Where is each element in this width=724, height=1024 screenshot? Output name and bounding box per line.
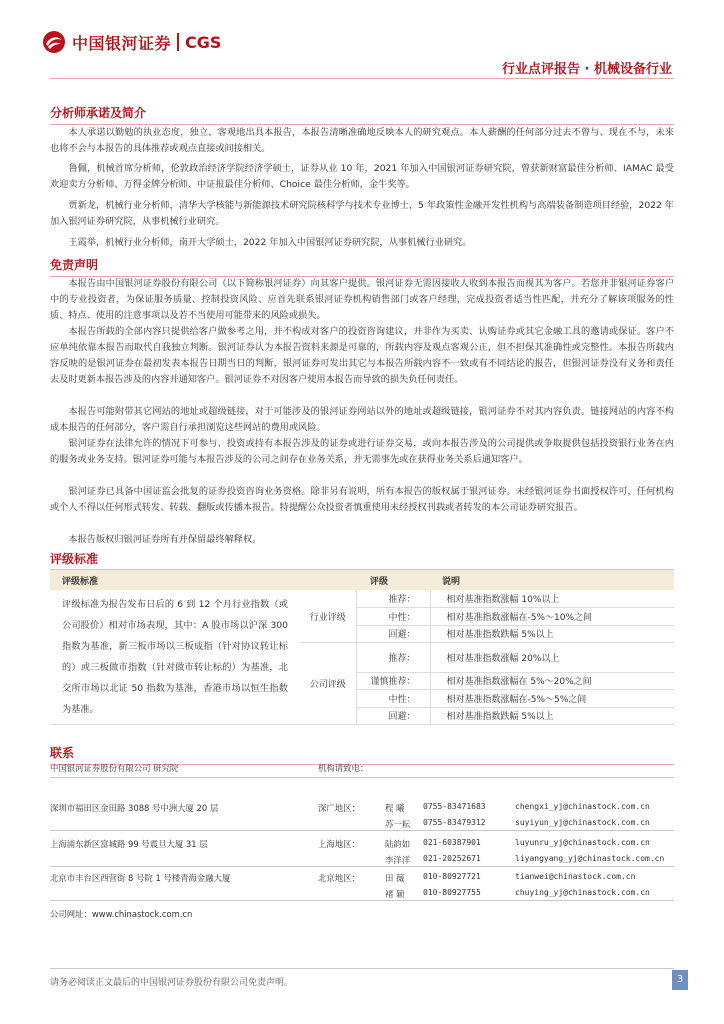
col-header-explanation: 说明 [430,570,674,590]
office-region: 北京地区： [318,873,360,883]
disclaimer-para-6: 本报告版权归银河证券所有并保留最终解释权。 [68,534,262,545]
brand-name-en: CGS [185,32,222,52]
contact-email[interactable]: chengxi_yj@chinastock.com.cn [515,802,650,811]
office-address: 上海浦东新区富城路 99 号震旦大厦 31 层 [50,839,208,849]
rating-meaning: 相对基准指数涨幅在 5%～20%之间 [430,672,674,690]
disclaimer-para-4: 银河证券在法律允许的情况下可参与、投资或持有本报告涉及的证券或进行证券交易，或向本报告涉及的公司提供或争取提供包括投资银行业务在内的服务或业务支持。银河证券可能与本报告涉及的公司之间存在业务关系，并无需事先或在获得业务关系后通知客户。 [50,438,674,465]
page-header [0,0,724,100]
contact-phone: 010-80927721 [423,872,481,881]
contact-email[interactable]: tianwei@chinastock.com.cn [515,872,636,881]
page-number: 3 [672,970,688,990]
rating-meaning: 相对基准指数跌幅 5%以上 [430,707,674,725]
brand-logo [42,30,221,54]
contact-divider [50,830,674,831]
disclaimer-para-2: 本报告所载的全部内容只提供给客户做参考之用，并不构成对客户的投资咨询建议，并非作为买卖、认购证券或其它金融工具的邀请或保证。客户不应单纯依靠本报告而取代自我独立判断。银河证券认为本报告资料来源是可靠的，所载内容及观点客观公正，但不担保其准确性或完整性。本报告所载内容反映的是银河证券在最初发表本报告日期当日的判断，银河证券可发出其它与本报告所载内容不一致或有不同结论的报告，但银河证券没有义务和责任去及时更新本报告涉及的内容并通知客户。银河证券不对因客户使用本报告而导致的损失负任何责任。 [50,326,674,385]
disclaimer-para-3: 本报告可能附带其它网站的地址或超级链接，对于可能涉及的银河证券网站以外的地址或超级链接，银河证券不对其内容负责。链接网站的内容不构成本报告的任何部分，客户需自行承担浏览这些网站的费用或风险。 [50,406,674,433]
contact-name: 李洋洋 [385,855,411,865]
rating-description: 评级标准为报告发布日后的 6 到 12 个月行业指数（或公司股价）相对市场表现，其中：A 股市场以沪深 300 指数为基准，新三板市场以三板成指（针对协议转让标的）或三板做市指数（针对做市转让标的）为基准，北交所市场以北证 50 指数为基准，香港市场以恒生指数为基准。 [50,590,300,725]
rating-level: 回避： [356,625,430,643]
contact-name: 田 薇 [385,873,405,883]
analyst-section-title: 分析师承诺及简介 [50,104,674,125]
contact-name: 苏一耘 [385,819,411,829]
rating-meaning: 相对基准指数涨幅 10%以上 [430,590,674,608]
col-header-standard: 评级标准 [50,570,300,590]
contact-section-title: 联系 [50,744,674,765]
contact-email[interactable]: luyunru_yj@chinastock.com.cn [515,838,650,847]
galaxy-logo-icon [42,30,66,54]
contact-name: 陆韵如 [385,839,411,849]
brand-divider [177,33,179,51]
rating-level: 中性： [356,608,430,626]
analyst-commitment: 本人承诺以勤勉的执业态度，独立、客观地出具本报告，本报告清晰准确地反映本人的研究观点。本人薪酬的任何部分过去不曾与、现在不与，未来也将不会与本报告的具体推荐或观点直接或间接相关。 [50,127,674,154]
contact-phone: 0755-83471683 [423,802,486,811]
rating-meaning: 相对基准指数涨幅在-5%～10%之间 [430,608,674,626]
rating-section-title: 评级标准 [50,550,674,571]
contact-name: 褚 颖 [385,889,405,899]
contact-divider [50,866,674,867]
company-website[interactable]: 公司网址：www.chinastock.com.cn [50,909,193,919]
contact-name: 程 曦 [385,803,405,813]
office-region: 深广地区： [318,803,360,813]
contact-divider [50,900,674,901]
rating-level: 中性： [356,690,430,708]
rating-meaning: 相对基准指数涨幅在-5%～5%之间 [430,690,674,708]
contact-phone: 010-80927755 [423,888,481,897]
contact-sales-header: 机构请致电： [318,763,369,773]
disclaimer-para-5: 银河证券已具备中国证监会批复的证券投资咨询业务资格。除非另有说明，所有本报告的版权属于银河证券。未经银河证券书面授权许可，任何机构或个人不得以任何形式转发、转载、翻版或传播本报告。特提醒公众投资者慎重使用未经授权刊载或者转发的本公司证券研究报告。 [50,486,674,513]
office-address: 深圳市福田区金田路 3088 号中洲大厦 20 层 [50,803,219,813]
contact-divider [50,777,674,778]
rating-meaning: 相对基准指数涨幅 20%以上 [430,643,674,673]
office-address: 北京市丰台区西营街 8 号院 1 号楼青海金融大厦 [50,873,231,883]
footer-divider [50,968,674,969]
contact-email[interactable]: chuying_yj@chinastock.com.cn [515,888,650,897]
brand-name-cn: 中国银河证券 [72,33,172,53]
company-rating-label: 公司评级 [300,643,356,725]
contact-email[interactable]: liyangyang_yj@chinastock.com.cn [515,854,665,863]
footer-disclaimer: 请务必阅读正文最后的中国银河证券股份有限公司免责声明。 [50,978,294,988]
table-row [50,590,674,608]
office-region: 上海地区： [318,839,360,849]
rating-meaning: 相对基准指数跌幅 5%以上 [430,625,674,643]
contact-phone: 0755-83479312 [423,818,486,827]
rating-level: 推荐： [356,643,430,673]
col-header-level: 评级 [300,570,430,590]
contact-phone: 021-60387901 [423,838,481,847]
rating-level: 谨慎推荐： [356,672,430,690]
analyst-bio-jiaxinlong: 贾新龙，机械行业分析师，清华大学核能与新能源技术研究院核科学与技术专业博士，5 年政策性金融开发性机构与高端装备制造项目经验，2022 年加入银河证券研究院，从事机械行业研究。 [50,200,674,227]
industry-rating-label: 行业评级 [300,590,356,643]
rating-table-header [50,570,674,590]
contact-org: 中国银河证券股份有限公司 研究院 [50,763,179,773]
header-divider [50,78,674,79]
contact-phone: 021-20252671 [423,854,481,863]
rating-level: 回避： [356,707,430,725]
rating-table [50,570,674,725]
analyst-bio-wangxiaju: 王霞举，机械行业分析师，南开大学硕士，2022 年加入中国银河证券研究院，从事机械行业研究。 [68,237,472,248]
rating-level: 推荐： [356,590,430,608]
contact-email[interactable]: suyiyun_yj@chinastock.com.cn [515,818,650,827]
disclaimer-para-1: 本报告由中国银河证券股份有限公司（以下简称银河证券）向其客户提供。银河证券无需因接收人收到本报告而视其为客户。若您并非银河证券客户中的专业投资者，为保证服务质量、控制投资风险、应首先联系银河证券机构销售部门或客户经理，完成投资者适当性匹配，并充分了解该项服务的性质、特点、使用的注意事项以及若不当使用可能带来的风险或损失。 [50,278,674,321]
disclaimer-section-title: 免责声明 [50,256,674,277]
analyst-bio-lupei: 鲁佩，机械首席分析师，伦敦政治经济学院经济学硕士，证券从业 10 年，2021 年加入中国银河证券研究院，曾获新财富最佳分析师、IAMAC 最受欢迎卖方分析师、万得金牌分析师、中证报最佳分析师、Choice 最佳分析师，金牛奖等。 [50,163,674,190]
report-type: 行业点评报告 · 机械设备行业 [502,62,672,77]
